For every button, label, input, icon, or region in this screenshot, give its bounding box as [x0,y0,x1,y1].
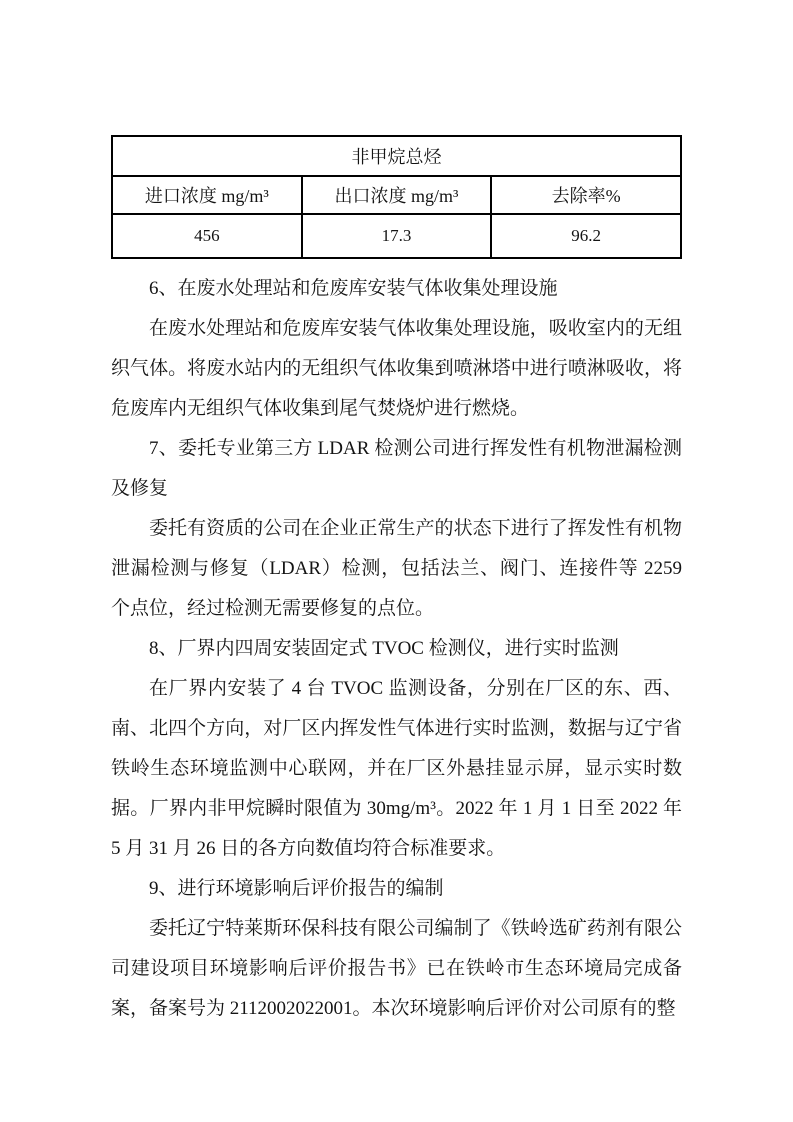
section-6-paragraph: 在废水处理站和危废库安装气体收集处理设施，吸收室内的无组织气体。将废水站内的无组织气体收集到喷淋塔中进行喷淋吸收，将危废库内无组织气体收集到尾气焚烧炉进行燃烧。 [111,318,682,419]
section-7-heading: 7、委托专业第三方 LDAR 检测公司进行挥发性有机物泄漏检测及修复 [111,438,682,499]
table-header-inlet-concentration: 进口浓度 mg/m³ [112,176,302,214]
table-title: 非甲烷总烃 [112,136,681,176]
table-value-row [112,214,681,258]
table-value-inlet-concentration: 456 [112,214,302,258]
table-value-outlet-concentration: 17.3 [302,214,492,258]
section-9-heading: 9、进行环境影响后评价报告的编制 [149,878,444,899]
page-content [111,135,682,1029]
table-value-removal-rate: 96.2 [491,214,681,258]
table-header-row [112,176,681,214]
table-title-row [112,136,681,176]
section-7-paragraph: 委托有资质的公司在企业正常生产的状态下进行了挥发性有机物泄漏检测与修复（LDAR）检测，包括法兰、阀门、连接件等 2259 个点位，经过检测无需要修复的点位。 [111,518,682,619]
section-9-paragraph: 委托辽宁特莱斯环保科技有限公司编制了《铁岭选矿药剂有限公司建设项目环境影响后评价报告书》已在铁岭市生态环境局完成备案，备案号为 2112002022001。本次环境影响后评价对公司原有的整 [111,918,682,1019]
table-header-removal-rate: 去除率% [491,176,681,214]
section-6-heading: 6、在废水处理站和危废库安装气体收集处理设施 [149,278,558,299]
section-8-paragraph: 在厂界内安装了 4 台 TVOC 监测设备，分别在厂区的东、西、南、北四个方向，对厂区内挥发性气体进行实时监测，数据与辽宁省铁岭生态环境监测中心联网，并在厂区外悬挂显示屏，显示实时数据。厂界内非甲烷瞬时限值为 30mg/m³。2022 年 1 月 1 日至 2022 年 5 月 31 月 26 日的各方向数值均符合标准要求。 [111,678,682,859]
nmhc-table [111,135,682,259]
section-8-heading: 8、厂界内四周安装固定式 TVOC 检测仪，进行实时监测 [149,638,619,659]
document-body [111,269,682,1029]
table-header-outlet-concentration: 出口浓度 mg/m³ [302,176,492,214]
